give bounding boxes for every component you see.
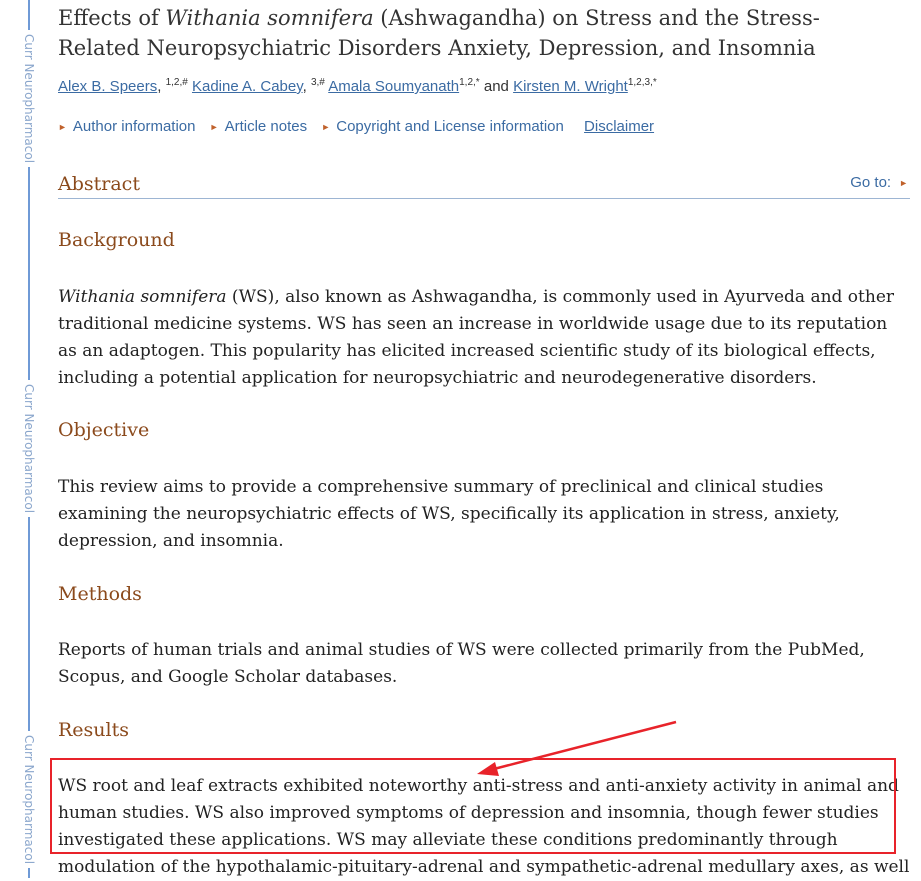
author-affiliation: 1,2,3,* xyxy=(627,77,657,88)
results-text: WS root and leaf extracts exhibited noteworthy anti-stress and anti-anxiety activity in animal and human studies. WS also improved symptoms of depression and insomnia, though fewer studies investigated these applications. WS may alleviate these conditions predominantly through modulation of the hypothalamic-pituitary-adrenal and sympathetic-adrenal medullary axes, as well xyxy=(58,776,910,877)
author-link[interactable]: Alex B. Speers xyxy=(58,78,158,95)
expand-triangle-icon: ► xyxy=(321,122,331,132)
disclaimer-link[interactable]: Disclaimer xyxy=(584,118,655,135)
abstract-heading: Abstract xyxy=(58,173,140,195)
expand-triangle-icon: ► xyxy=(58,122,67,132)
author-list: Alex B. Speers, $^{1,2,\#}$ Kadine A. Cabey, $^{3,\#}$ Amala Soumyanath$^{1,2,*}$ and Kirsten M. Wright$^{1,2,3,*}$ xyxy=(58,77,657,95)
author-affiliation: 1,2,* xyxy=(459,77,480,88)
author-link[interactable]: Kirsten M. Wright xyxy=(513,78,628,95)
expand-triangle-icon: ► xyxy=(209,122,219,132)
results-heading: Results xyxy=(58,719,129,741)
objective-heading: Objective xyxy=(58,419,150,441)
rail-journal-label: Curr Neuropharmacol xyxy=(21,731,37,868)
background-text: Withania somnifera (WS), also known as Ashwagandha, is commonly used in Ayurveda and other traditional medicine systems. WS has seen an increase in worldwide usage due to its reputation as an adaptogen. This popularity has elicited increased scientific study of its biological effects, including a potential application for neuropsychiatric and neurodegenerative disorders. xyxy=(58,287,895,388)
article-notes-toggle[interactable]: ► Article notes xyxy=(209,118,308,135)
author-info-toggle[interactable]: ► Author information xyxy=(58,118,196,135)
author-affiliation: 1,2,# xyxy=(165,77,188,88)
background-heading: Background xyxy=(58,229,175,251)
methods-heading: Methods xyxy=(58,583,142,605)
rail-journal-label: Curr Neuropharmacol xyxy=(21,380,37,517)
rail-journal-label: Curr Neuropharmacol xyxy=(21,30,37,167)
abstract-header xyxy=(58,170,910,199)
copyright-toggle[interactable]: ► Copyright and License information xyxy=(321,118,564,135)
article-title: Effects of Withania somnifera (Ashwagandha) on Stress and the Stress-Related Neuropsychiatric Disorders Anxiety, Depression, and Insomnia xyxy=(58,6,820,60)
author-affiliation: 3,# xyxy=(310,77,325,88)
article-meta-links xyxy=(58,118,654,135)
goto-triangle-icon: ► xyxy=(899,178,908,188)
author-link[interactable]: Kadine A. Cabey xyxy=(191,78,303,95)
annotation-highlight-box xyxy=(50,758,896,854)
goto-menu[interactable]: Go to: ► xyxy=(850,174,908,191)
methods-text: Reports of human trials and animal studies of WS were collected primarily from the PubMed, Scopus, and Google Scholar databases. xyxy=(58,640,865,687)
objective-text: This review aims to provide a comprehensive summary of preclinical and clinical studies examining the neuropsychiatric effects of WS, specifically its application in stress, anxiety, depression, and insomnia. xyxy=(58,477,840,551)
author-link[interactable]: Amala Soumyanath xyxy=(328,78,460,95)
journal-rail xyxy=(0,0,44,878)
